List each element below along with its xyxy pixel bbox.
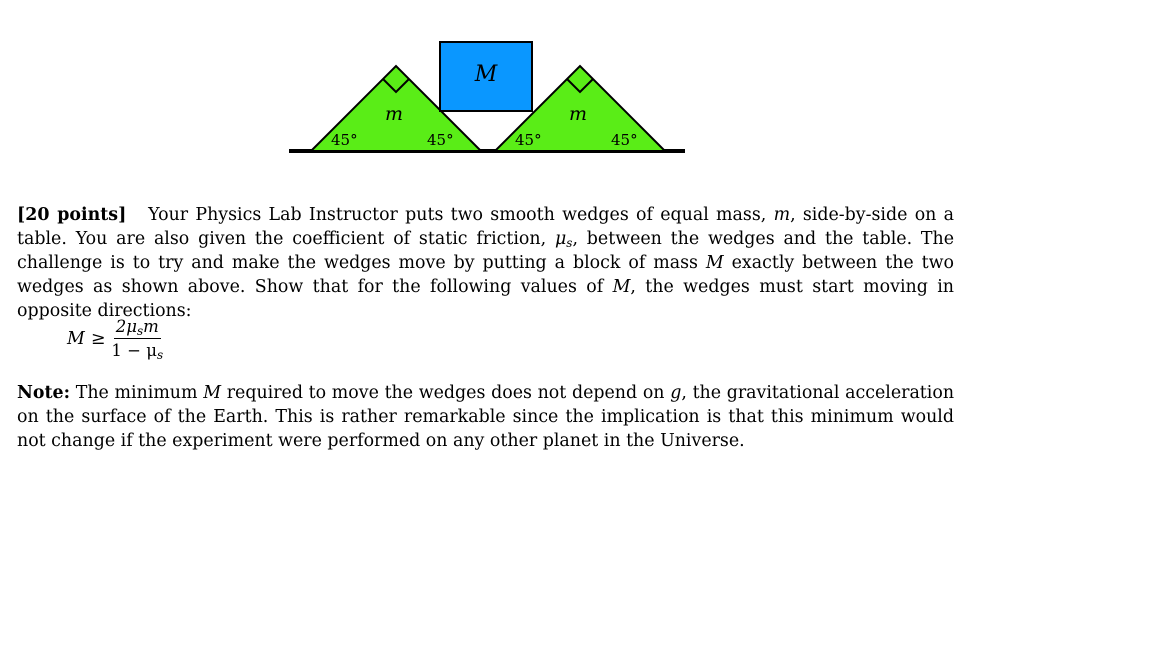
right-wedge-right-angle: 45° [611, 131, 638, 149]
wedge-diagram [0, 0, 1152, 200]
note-text-a: The minimum [75, 383, 198, 403]
left-wedge-mass-label: m [384, 103, 404, 125]
right-wedge-left-angle: 45° [515, 131, 542, 149]
points-label: [20 points] [17, 205, 127, 225]
formula-numerator: $2\mu_sm$ [115, 317, 159, 338]
left-wedge-right-angle: 45° [427, 131, 454, 149]
note-text-b: required to move the wedges does not depend on [226, 383, 665, 403]
note-symbol-M: M [203, 383, 222, 403]
right-wedge-mass-label: m [568, 103, 588, 125]
block-mass-label: M [474, 62, 498, 87]
wedge-mass-symbol: m [773, 205, 791, 225]
problem-text-2b: , between the wedges and the table. The challenge is to try and make the wedges move by putting a block of mass [17, 229, 955, 273]
note-text-c: , the gravitational acceleration on the surface of the Earth. This is rather remarkable since the implication is that this minimum would not change if the experiment were performed on any other planet in the Universe. [17, 383, 955, 451]
problem-text-3b: , the wedges must start moving in opposite directions: [17, 277, 954, 321]
note-paragraph [17, 381, 954, 453]
problem-statement [17, 203, 954, 323]
note-label: Note: [17, 383, 71, 403]
problem-text-2a: You are also given the coefficient of static friction, [75, 229, 547, 249]
formula-lhs: M [67, 328, 85, 349]
block-mass-symbol: M [705, 253, 724, 273]
mu-subscript: s [566, 236, 573, 250]
note-symbol-g: g [670, 383, 682, 403]
problem-text-1: Your Physics Lab Instructor puts two smooth wedges of equal mass, [148, 205, 767, 225]
inequality-formula [67, 317, 163, 360]
formula-fraction [111, 317, 163, 360]
problem-text-1b: , side-by-side on a table. [17, 205, 955, 249]
block-mass-symbol-2: M [612, 277, 631, 297]
left-wedge-left-angle: 45° [331, 131, 358, 149]
formula-denominator: $1 - \mu_s$ [111, 341, 164, 362]
mu-symbol: μ [554, 229, 567, 249]
formula-relation: ≥ [90, 328, 106, 349]
problem-text-3: exactly between the two wedges as shown above. Show that for the following values of [17, 253, 954, 297]
